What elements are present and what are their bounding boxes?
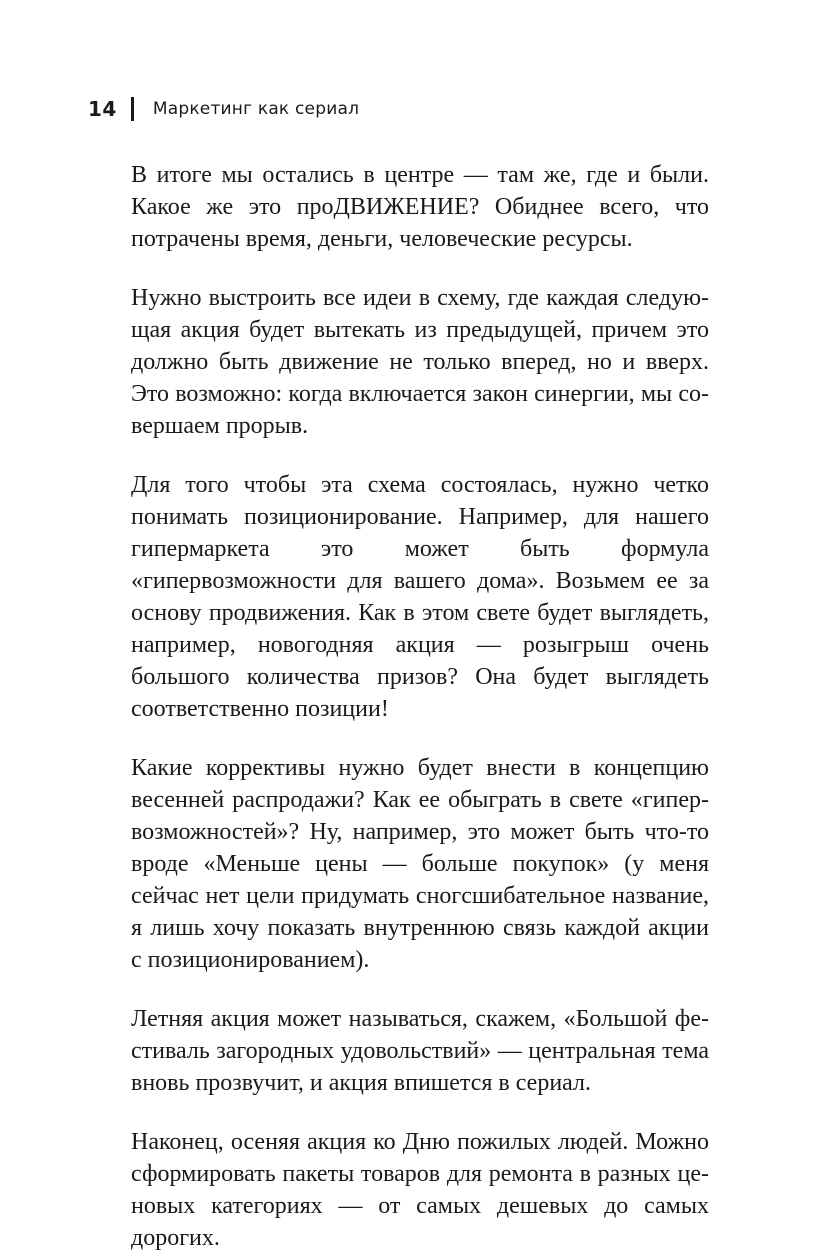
paragraph: В итоге мы остались в центре — там же, где и были. Какое же это проДВИЖЕНИЕ? Обиднее всего, что потрачены время, деньги, человеческие ресурсы.	[131, 162, 709, 252]
paragraph: Для того чтобы эта схема состоялась, нужно четко понимать позиционирование. Например, для нашего гипермаркета это может быть формула «гипервозможности для вашего дома». Возьмем ее за основу продвижения. Как в этом свете будет выглядеть, например, новогодняя акция — розыгрыш очень большого количества призов? Она будет выглядеть соответственно позиции!	[131, 472, 709, 722]
running-header	[88, 92, 359, 126]
page-number: 14	[88, 97, 117, 121]
paragraph: Наконец, осеняя акция ко Дню пожилых людей. Можно сформировать пакеты товаров для ремонта в разных ценовых категориях — от самых дешевых до самых дорогих.	[131, 1129, 709, 1251]
paragraph: Нужно выстроить все идеи в схему, где каждая следующая акция будет вытекать из предыдущей, причем это должно быть движение не только вперед, но и вверх. Это возможно: когда включается закон синергии, мы совершаем прорыв.	[131, 285, 709, 439]
book-title: Маркетинг как сериал	[152, 99, 360, 119]
paragraph: Летняя акция может называться, скажем, «Большой фестиваль загородных удовольствий» — центральная тема вновь прозвучит, и акция впишется в сериал.	[131, 1006, 709, 1096]
header-divider	[131, 97, 134, 121]
page-body	[131, 159, 709, 1254]
paragraph: Какие коррективы нужно будет внести в концепцию весенней распродажи? Как ее обыграть в свете «гипервозможностей»? Ну, например, это может быть что-то вроде «Меньше цены — больше покупок» (у меня сейчас нет цели придумать сногсшибательное название, я лишь хочу показать внутреннюю связь каждой акции с позиционированием).	[131, 755, 709, 973]
